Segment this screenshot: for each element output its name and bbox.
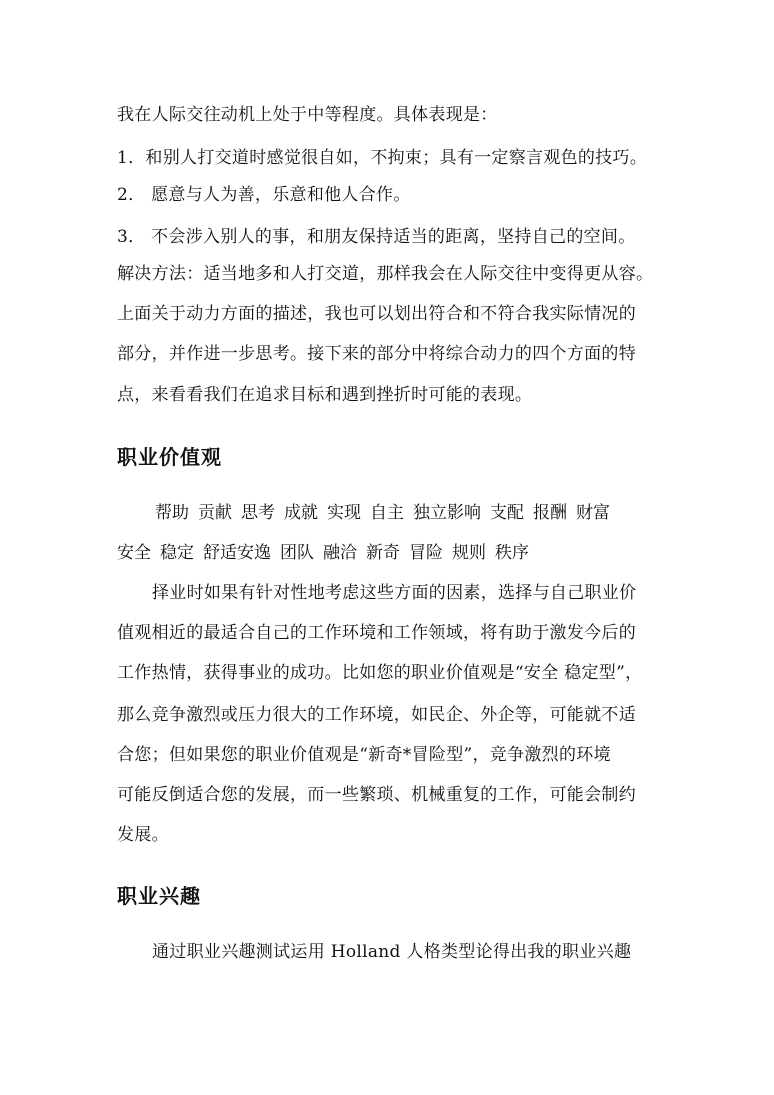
- value-keyword: 稳定: [160, 543, 194, 563]
- motivation-solution: 解决方法：适当地多和人打交道，那样我会在人际交往中变得更从容。: [117, 264, 654, 284]
- interest-paragraph-line: 通过职业兴趣测试运用 Holland 人格类型论得出我的职业兴趣: [152, 942, 632, 962]
- value-keyword: 实现: [327, 503, 361, 523]
- value-keyword: 自主: [370, 503, 404, 523]
- values-paragraph-line: 择业时如果有针对性地考虑这些方面的因素，选择与自己职业价: [152, 583, 637, 603]
- value-keyword: 融洽: [323, 543, 357, 563]
- value-keyword: 财富: [576, 503, 610, 523]
- values-keyword-row: [117, 542, 538, 564]
- motivation-item-1: 1．和别人打交道时感觉很自如，不拘束；具有一定察言观色的技巧。: [117, 148, 648, 168]
- value-keyword: 新奇: [366, 543, 400, 563]
- section-heading-values: 职业价值观: [117, 445, 222, 469]
- values-paragraph-line: 发展。: [117, 825, 169, 845]
- motivation-item-3: 3． 不会涉入别人的事，和朋友保持适当的距离，坚持自己的空间。: [117, 227, 636, 247]
- values-paragraph-line: 可能反倒适合您的发展，而一些繁琐、机械重复的工作，可能会制约: [117, 785, 636, 805]
- value-keyword: 规则: [452, 543, 486, 563]
- value-keyword: 贡献: [198, 503, 232, 523]
- value-keyword: 冒险: [409, 543, 443, 563]
- value-keyword: 安全: [117, 543, 151, 563]
- motivation-summary: 我在人际交往动机上处于中等程度。具体表现是：: [117, 105, 498, 125]
- motivation-item-2: 2． 愿意与人为善，乐意和他人合作。: [117, 185, 411, 205]
- value-keyword: 成就: [284, 503, 318, 523]
- value-keyword: 思考: [241, 503, 275, 523]
- value-keyword: 舒适安逸: [203, 543, 271, 563]
- values-keyword-row: [155, 502, 619, 524]
- value-keyword: 独立影响: [413, 503, 481, 523]
- value-keyword: 帮助: [155, 503, 189, 523]
- values-paragraph-line: 值观相近的最适合自己的工作环境和工作领域，将有助于激发今后的: [117, 623, 636, 643]
- motivation-paragraph-line: 点，来看看我们在追求目标和遇到挫折时可能的表现。: [117, 385, 533, 405]
- value-keyword: 报酬: [533, 503, 567, 523]
- value-keyword: 秩序: [495, 543, 529, 563]
- values-paragraph-line: 那么竞争激烈或压力很大的工作环境，如民企、外企等，可能就不适: [117, 705, 636, 725]
- values-paragraph-line: 工作热情，获得事业的成功。比如您的职业价值观是“安全 稳定型”，: [117, 663, 643, 683]
- value-keyword: 团队: [280, 543, 314, 563]
- values-paragraph-line: 合您；但如果您的职业价值观是“新奇*冒险型”，竞争激烈的环境: [117, 745, 611, 765]
- motivation-paragraph-line: 上面关于动力方面的描述，我也可以划出符合和不符合我实际情况的: [117, 304, 636, 324]
- section-heading-interest: 职业兴趣: [117, 884, 201, 908]
- motivation-paragraph-line: 部分，并作进一步思考。接下来的部分中将综合动力的四个方面的特: [117, 344, 636, 364]
- value-keyword: 支配: [490, 503, 524, 523]
